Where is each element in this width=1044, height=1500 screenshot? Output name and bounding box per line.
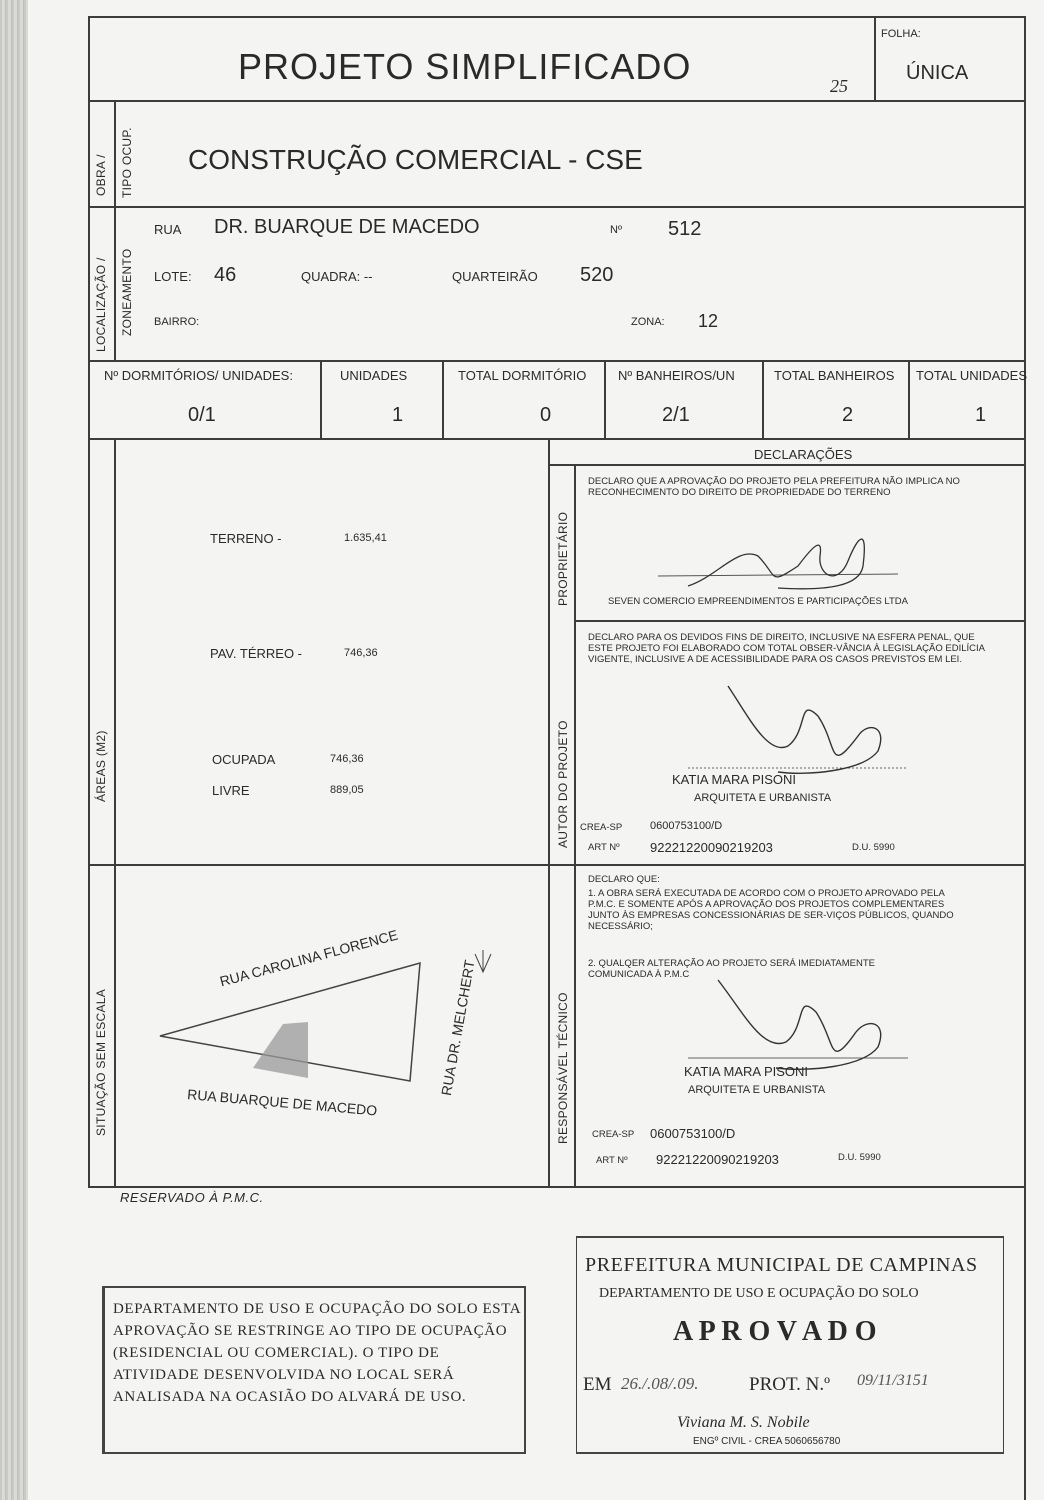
header-total-banheiros: TOTAL BANHEIROS [774, 368, 895, 383]
ocupada-label: OCUPADA [212, 752, 276, 767]
situacao-side-label: SITUAÇÃO SEM ESCALA [94, 988, 108, 1136]
terreno-value: 1.635,41 [344, 532, 387, 544]
value-unidades: 1 [392, 404, 404, 426]
divider [320, 360, 322, 438]
autor-du: D.U. 5990 [852, 842, 895, 853]
divider [548, 438, 550, 1186]
responsavel-role: ARQUITETA E URBANISTA [688, 1084, 826, 1096]
frame-left [88, 16, 90, 1186]
divider [88, 864, 1024, 866]
header-total-unidades: TOTAL UNIDADES [916, 368, 1028, 383]
divider [548, 464, 1024, 466]
autor-art-label: ART Nº [588, 842, 620, 853]
declaracoes-title: DECLARAÇÕES [754, 447, 853, 462]
autor-role: ARQUITETA E URBANISTA [694, 792, 832, 804]
zona-value: 12 [698, 311, 719, 331]
folha-label: FOLHA: [881, 28, 921, 40]
street-right: RUA DR. MELCHERT [438, 958, 478, 1097]
autor-signature [688, 676, 928, 786]
numero-label: Nº [610, 224, 622, 236]
page-title: PROJETO SIMPLIFICADO [238, 46, 692, 87]
responsavel-name: KATIA MARA PISONI [684, 1064, 809, 1079]
pav-terreo-value: 746,36 [344, 647, 378, 659]
obra-side-label: OBRA / [94, 154, 108, 196]
autor-crea-value: 0600753100/D [650, 820, 723, 832]
responsavel-side-label: RESPONSÁVEL TÉCNICO [556, 992, 570, 1144]
quarteirao-label: QUARTEIRÃO [452, 269, 538, 284]
header-unidades: UNIDADES [340, 368, 408, 383]
pav-terreo-label: PAV. TÉRREO - [210, 646, 302, 661]
localizacao-side-label: LOCALIZAÇÃO / [94, 257, 108, 352]
divider [604, 360, 606, 438]
divider [88, 438, 1024, 440]
frame-right [1024, 16, 1026, 1500]
responsavel-du: D.U. 5990 [838, 1152, 881, 1163]
header-banheiros: Nº BANHEIROS/UN [618, 368, 735, 383]
divider [88, 360, 1024, 362]
header-total-dormitorio: TOTAL DORMITÓRIO [458, 368, 587, 383]
responsavel-art-label: ART Nº [596, 1155, 628, 1166]
approval-prot-label: PROT. N.º [749, 1374, 831, 1395]
proprietario-side-label: PROPRIETÁRIO [556, 511, 570, 606]
obra-type: CONSTRUÇÃO COMERCIAL - CSE [188, 144, 643, 175]
responsavel-crea-label: CREA-SP [592, 1129, 635, 1140]
approval-signer: Viviana M. S. Nobile [677, 1414, 810, 1431]
divider [574, 620, 1024, 622]
autor-name: KATIA MARA PISONI [672, 772, 797, 787]
divider [114, 100, 116, 360]
value-total-unidades: 1 [975, 404, 987, 426]
value-total-banheiros: 2 [842, 404, 854, 426]
value-dormitorios: 0/1 [188, 404, 216, 426]
autor-art-value: 92221220090219203 [650, 840, 773, 855]
frame-top [88, 16, 1024, 18]
divider [88, 100, 1024, 102]
responsavel-intro: DECLARO QUE: [588, 874, 660, 885]
divider [88, 206, 1024, 208]
header-dormitorios: Nº DORMITÓRIOS/ UNIDADES: [104, 368, 293, 383]
autor-text: DECLARO PARA OS DEVIDOS FINS DE DIREITO, INCLUSIVE NA ESFERA PENAL, QUE ESTE PROJETO FOI ELABORADO COM TOTAL OBSER-VÂNCIA À LEGISLAÇÃO EDILÍCIA VIGENTE, INCLUSIVE A DE ACESSIBILIDADE PARA OS CASOS PREVISTOS EM LEI. [588, 632, 985, 665]
autor-crea-label: CREA-SP [580, 822, 623, 833]
autor-side-label: AUTOR DO PROJETO [556, 720, 570, 848]
responsavel-art-value: 92221220090219203 [656, 1152, 779, 1167]
quarteirao-value: 520 [580, 264, 614, 286]
divider [762, 360, 764, 438]
approval-stamp [576, 1236, 1004, 1454]
project-form [88, 16, 1028, 1500]
street-top: RUA CAROLINA FLORENCE [218, 926, 400, 990]
street-bottom: RUA BUARQUE DE MACEDO [186, 1086, 378, 1119]
areas-side-label: ÁREAS (M2) [94, 730, 108, 802]
handwritten-number: 25 [830, 76, 848, 96]
divider [908, 360, 910, 438]
obra-side-label-2: TIPO OCUP. [120, 127, 134, 198]
numero-value: 512 [668, 218, 702, 240]
divider [442, 360, 444, 438]
quadra-label: QUADRA: -- [301, 269, 373, 284]
folha-divider [874, 16, 876, 100]
ocupada-value: 746,36 [330, 753, 364, 765]
reservado-label: RESERVADO À P.M.C. [120, 1190, 264, 1205]
rua-value: DR. BUARQUE DE MACEDO [214, 216, 480, 238]
responsavel-crea-value: 0600753100/D [650, 1126, 736, 1141]
bairro-label: BAIRRO: [154, 316, 200, 328]
approval-eng: ENGº CIVIL - CREA 5060656780 [693, 1436, 841, 1447]
divider [114, 438, 116, 1186]
proprietario-name: SEVEN COMERCIO EMPREENDIMENTOS E PARTICIPAÇÕES LTDA [608, 596, 909, 607]
divider [88, 1186, 1024, 1188]
approval-em-label: EM [583, 1374, 612, 1395]
value-total-dormitorio: 0 [540, 404, 552, 426]
approval-departamento: DEPARTAMENTO DE USO E OCUPAÇÃO DO SOLO [599, 1286, 919, 1301]
dept-stamp-text: DEPARTAMENTO DE USO E OCUPAÇÃO DO SOLO ESTA APROVAÇÃO SE RESTRINGE AO TIPO DE OCUPAÇÃO (RESIDENCIAL OU COMERCIAL). O TIPO DE ATIVIDADE DESENVOLVIDA NO LOCAL SERÁ ANALISADA NA OCASIÃO DO ALVARÁ DE USO. [113, 1301, 521, 1405]
responsavel-text-2: 2. QUALQER ALTERAÇÃO AO PROJETO SERÁ IMEDIATAMENTE COMUNICADA À P.M.C [588, 958, 875, 980]
approval-date: 26./.08/.09. [621, 1374, 699, 1393]
terreno-label: TERRENO - [210, 531, 282, 546]
proprietario-text: DECLARO QUE A APROVAÇÃO DO PROJETO PELA PREFEITURA NÃO IMPLICA NO RECONHECIMENTO DO DIREITO DE PROPRIEDADE DO TERRENO [588, 476, 960, 498]
zona-label: ZONA: [631, 316, 665, 328]
rua-label: RUA [154, 222, 182, 237]
livre-label: LIVRE [212, 783, 250, 798]
divider [574, 464, 576, 1186]
approval-aprovado: A P R O V A D O [673, 1316, 877, 1347]
scan-edge [0, 0, 28, 1500]
zoneamento-side-label: ZONEAMENTO [120, 248, 134, 336]
folha-value: ÚNICA [906, 62, 969, 84]
livre-value: 889,05 [330, 784, 364, 796]
approval-prot-value: 09/11/3151 [857, 1372, 929, 1389]
dept-stamp [102, 1286, 526, 1454]
lote-value: 46 [214, 264, 237, 286]
approval-prefeitura: PREFEITURA MUNICIPAL DE CAMPINAS [585, 1254, 978, 1276]
responsavel-text-1: 1. A OBRA SERÁ EXECUTADA DE ACORDO COM O PROJETO APROVADO PELA P.M.C. E SOMENTE APÓS A APROVAÇÃO DOS PROJETOS COMPLEMENTARES JUNTO ÀS EMPRESAS CONCESSIONÁRIAS DE SER-VIÇOS PÚBLICOS, QUANDO NECESSÁRIO; [588, 888, 954, 932]
proprietario-signature [648, 516, 928, 596]
value-banheiros: 2/1 [662, 404, 690, 426]
lote-label: LOTE: [154, 269, 192, 284]
